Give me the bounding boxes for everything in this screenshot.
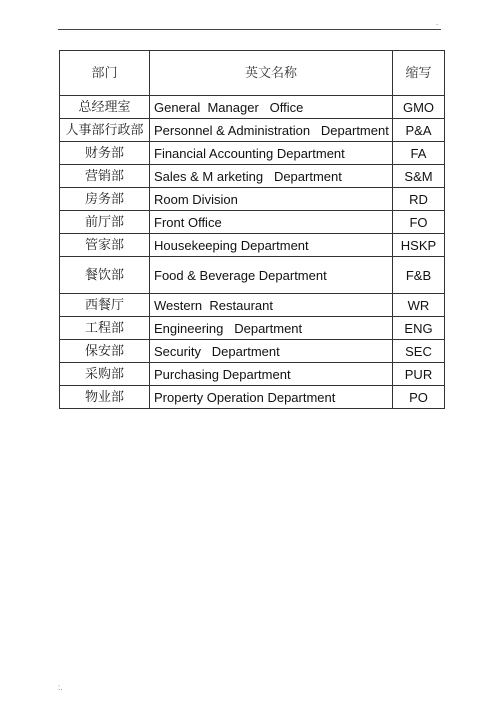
department-abbr-cell: P&A: [393, 119, 445, 142]
corner-mark-top-right: .: [436, 18, 439, 27]
department-en-cell: Food & Beverage Department: [150, 257, 393, 294]
department-cn-cell: 财务部: [60, 142, 150, 165]
table-row: [60, 96, 445, 119]
header-rule: [58, 29, 441, 30]
department-abbr-cell: GMO: [393, 96, 445, 119]
department-en-cell: Housekeeping Department: [150, 234, 393, 257]
table-row: [60, 119, 445, 142]
department-cn-cell: 物业部: [60, 386, 150, 409]
department-abbr-cell: FA: [393, 142, 445, 165]
table-row: [60, 363, 445, 386]
department-abbr-cell: PO: [393, 386, 445, 409]
department-en-cell: Western Restaurant: [150, 294, 393, 317]
table-header-row: [60, 51, 445, 96]
department-cn-cell: 房务部: [60, 188, 150, 211]
department-cn-cell: 总经理室: [60, 96, 150, 119]
table-row: [60, 188, 445, 211]
department-cn-cell: 管家部: [60, 234, 150, 257]
department-en-cell: General Manager Office: [150, 96, 393, 119]
table-row: [60, 317, 445, 340]
department-cn-cell: 营销部: [60, 165, 150, 188]
header-abbreviation: 缩写: [393, 51, 445, 96]
table-row: [60, 294, 445, 317]
table-row: [60, 340, 445, 363]
department-abbr-cell: SEC: [393, 340, 445, 363]
department-en-cell: Personnel & Administration Department: [150, 119, 393, 142]
department-cn-cell: 前厅部: [60, 211, 150, 234]
table-row: [60, 142, 445, 165]
department-cn-cell: 保安部: [60, 340, 150, 363]
department-en-cell: Room Division: [150, 188, 393, 211]
table-row: [60, 257, 445, 294]
table-row: [60, 386, 445, 409]
department-cn-cell: 西餐厅: [60, 294, 150, 317]
department-en-cell: Front Office: [150, 211, 393, 234]
department-abbr-cell: S&M: [393, 165, 445, 188]
department-abbr-cell: FO: [393, 211, 445, 234]
department-en-cell: Sales & M arketing Department: [150, 165, 393, 188]
department-abbr-cell: WR: [393, 294, 445, 317]
department-en-cell: Engineering Department: [150, 317, 393, 340]
department-en-cell: Purchasing Department: [150, 363, 393, 386]
department-table: [59, 50, 445, 409]
department-en-cell: Security Department: [150, 340, 393, 363]
department-abbr-cell: RD: [393, 188, 445, 211]
department-cn-cell: 人事部行政部: [60, 119, 150, 142]
department-abbr-cell: PUR: [393, 363, 445, 386]
department-abbr-cell: HSKP: [393, 234, 445, 257]
department-cn-cell: 工程部: [60, 317, 150, 340]
department-abbr-cell: ENG: [393, 317, 445, 340]
department-en-cell: Financial Accounting Department: [150, 142, 393, 165]
table-row: [60, 165, 445, 188]
department-en-cell: Property Operation Department: [150, 386, 393, 409]
department-abbr-cell: F&B: [393, 257, 445, 294]
header-english-name: 英文名称: [150, 51, 393, 96]
department-cn-cell: 餐饮部: [60, 257, 150, 294]
department-cn-cell: 采购部: [60, 363, 150, 386]
corner-mark-bottom-left: :.: [58, 683, 63, 692]
table-row: [60, 211, 445, 234]
table-row: [60, 234, 445, 257]
header-department-cn: 部门: [60, 51, 150, 96]
